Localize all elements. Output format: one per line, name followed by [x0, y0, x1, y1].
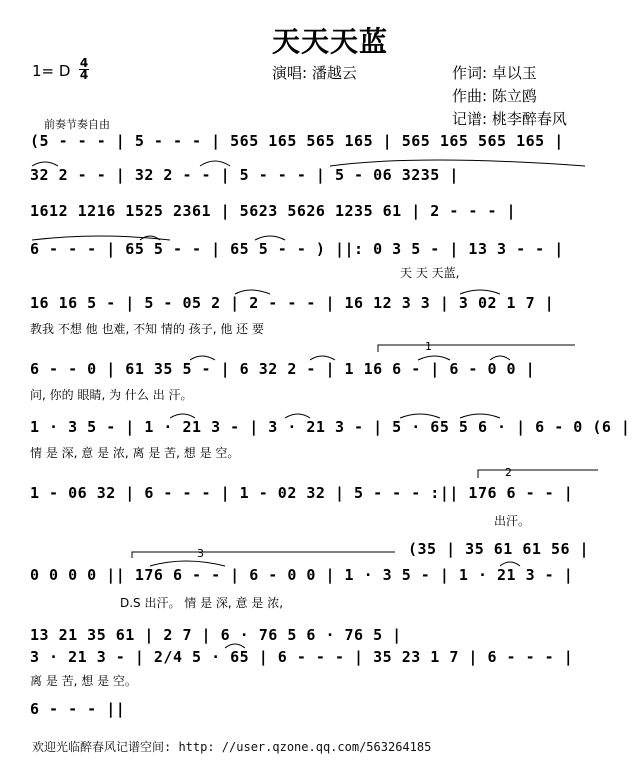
score-row-8: 1 - 06 32 | 6 - - - | 1 - 02 32 | 5 - - - :|| 176 6 - - |: [30, 484, 574, 502]
footer-text: 欢迎光临醉春风记谱空间: http: //user.qzone.qq.com/563264185: [32, 740, 432, 754]
lyrics-row-4: 天 天 天蓝,: [400, 266, 460, 280]
score-row-7: 1 · 3 5 - | 1 · 21 3 - | 3 · 21 3 - | 5 · 65 5 6 · | 6 - 0 (6 |: [30, 418, 631, 436]
volta-2-label: 2: [505, 466, 512, 479]
score-row-4: 6 - - - | 65 5 - - | 65 5 - - ) ||: 0 3 5 - | 13 3 - - |: [30, 240, 564, 258]
score-row-3: 1612 1216 1525 2361 | 5623 5626 1235 61 | 2 - - - |: [30, 202, 517, 220]
volta-1-label: 1: [425, 340, 432, 353]
score-row-5: 16 16 5 - | 5 - 05 2 | 2 - - - | 16 12 3 3 | 3 02 1 7 |: [30, 294, 555, 312]
lyricist-credit: 作词: 卓以玉: [452, 64, 537, 82]
prelude-note: 前奏节奏自由: [44, 118, 110, 131]
score-row-10-top: 13 21 35 61 | 2 7 | 6 · 76 5 6 · 76 5 |: [30, 626, 402, 644]
volta-3-label: 3: [197, 547, 204, 560]
score-row-9: 0 0 0 0 || 176 6 - - | 6 - 0 0 | 1 · 3 5 - | 1 · 21 3 - |: [30, 566, 574, 584]
transcriber-credit: 记谱: 桃李醉春风: [452, 110, 567, 128]
lyrics-row-7: 情 是 深, 意 是 浓, 离 是 苦, 想 是 空。: [30, 446, 240, 460]
time-bottom: 4: [79, 68, 89, 82]
score-row-1: (5 - - - | 5 - - - | 565 165 565 165 | 565 165 565 165 |: [30, 132, 564, 150]
singer-credit: 演唱: 潘越云: [272, 64, 357, 82]
lyrics-row-10: 离 是 苦, 想 是 空。: [30, 674, 137, 688]
lyrics-row-5: 教我 不想 他 也难, 不知 情的 孩子, 他 还 要: [30, 322, 264, 336]
score-row-10: 3 · 21 3 - | 2/4 5 · 65 | 6 - - - | 35 23 1 7 | 6 - - - |: [30, 648, 574, 666]
score-row-2: 32 2 - - | 32 2 - - | 5 - - - | 5 - 06 3235 |: [30, 166, 459, 184]
key-signature: 1= D: [32, 62, 71, 80]
score-row-9-top: (35 | 35 61 61 56 |: [408, 540, 590, 558]
score-row-6: 6 - - 0 | 61 35 5 - | 6 32 2 - | 1 16 6 - | 6 - 0 0 |: [30, 360, 536, 378]
song-title: 天天天蓝: [272, 25, 389, 58]
time-top: 4: [79, 56, 89, 70]
lyrics-row-9: D.S 出汗。 情 是 深, 意 是 浓,: [120, 596, 284, 610]
composer-credit: 作曲: 陈立鸥: [452, 87, 537, 105]
score-row-11: 6 - - - ||: [30, 700, 126, 718]
lyrics-row-6: 问, 你的 眼睛, 为 什么 出 汗。: [30, 388, 193, 402]
lyrics-row-8: 出汗。: [494, 514, 531, 528]
